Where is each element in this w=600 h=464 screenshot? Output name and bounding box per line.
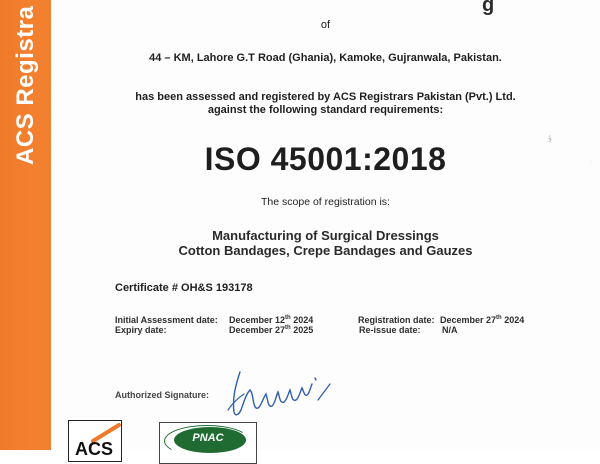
scope-line-1: Manufacturing of Surgical Dressings xyxy=(212,228,439,243)
initial-assessment-day: December 12 xyxy=(229,315,286,325)
expiry-year: 2025 xyxy=(290,325,314,335)
registration-day: December 27 xyxy=(440,315,497,325)
of-label: of xyxy=(320,19,331,31)
ordinal-suffix: th xyxy=(285,315,291,321)
registration-year: 2024 xyxy=(501,315,525,325)
scan-speck: ˙ xyxy=(590,160,593,169)
ordinal-suffix: th xyxy=(285,325,291,331)
ordinal-suffix: th xyxy=(496,315,502,321)
assessment-statement xyxy=(51,91,600,117)
standard-title: ISO 45001:2018 xyxy=(204,141,447,177)
acs-logo xyxy=(68,420,122,462)
pnac-logo-text: PNAC xyxy=(192,432,224,444)
acs-logo-text: ACS xyxy=(75,439,114,459)
initial-assessment-value xyxy=(229,315,313,325)
pnac-logo xyxy=(159,422,257,464)
orange-side-band xyxy=(0,0,51,450)
expiry-day: December 27 xyxy=(229,325,286,335)
initial-assessment-year: 2024 xyxy=(290,315,314,325)
heading-fragment: g xyxy=(482,0,495,16)
band-title: ACS Registra xyxy=(12,5,39,165)
expiry-value xyxy=(229,325,313,335)
scope-text xyxy=(51,228,600,258)
initial-assessment-label: Initial Assessment date: xyxy=(115,315,218,325)
certificate-number: Certificate # OH&S 193178 xyxy=(115,282,253,294)
registration-value xyxy=(440,315,524,325)
reissue-value: N/A xyxy=(442,325,458,335)
assessment-line-1: has been assessed and registered by ACS Registrars Pakistan (Pvt.) Ltd. xyxy=(135,91,516,103)
signature-image xyxy=(222,364,342,422)
assessment-line-2: against the following standard requirements: xyxy=(207,104,444,116)
scope-label: The scope of registration is: xyxy=(261,196,390,208)
expiry-label: Expiry date: xyxy=(115,325,167,335)
scan-speck: ؤ xyxy=(548,133,552,142)
company-address: 44 – KM, Lahore G.T Road (Ghania), Kamoke, Gujranwala, Pakistan. xyxy=(149,52,502,64)
reissue-label: Re-issue date: xyxy=(359,325,421,335)
signature-label: Authorized Signature: xyxy=(115,390,209,400)
scope-line-2: Cotton Bandages, Crepe Bandages and Gauzes xyxy=(178,243,473,258)
registration-label: Registration date: xyxy=(358,315,435,325)
